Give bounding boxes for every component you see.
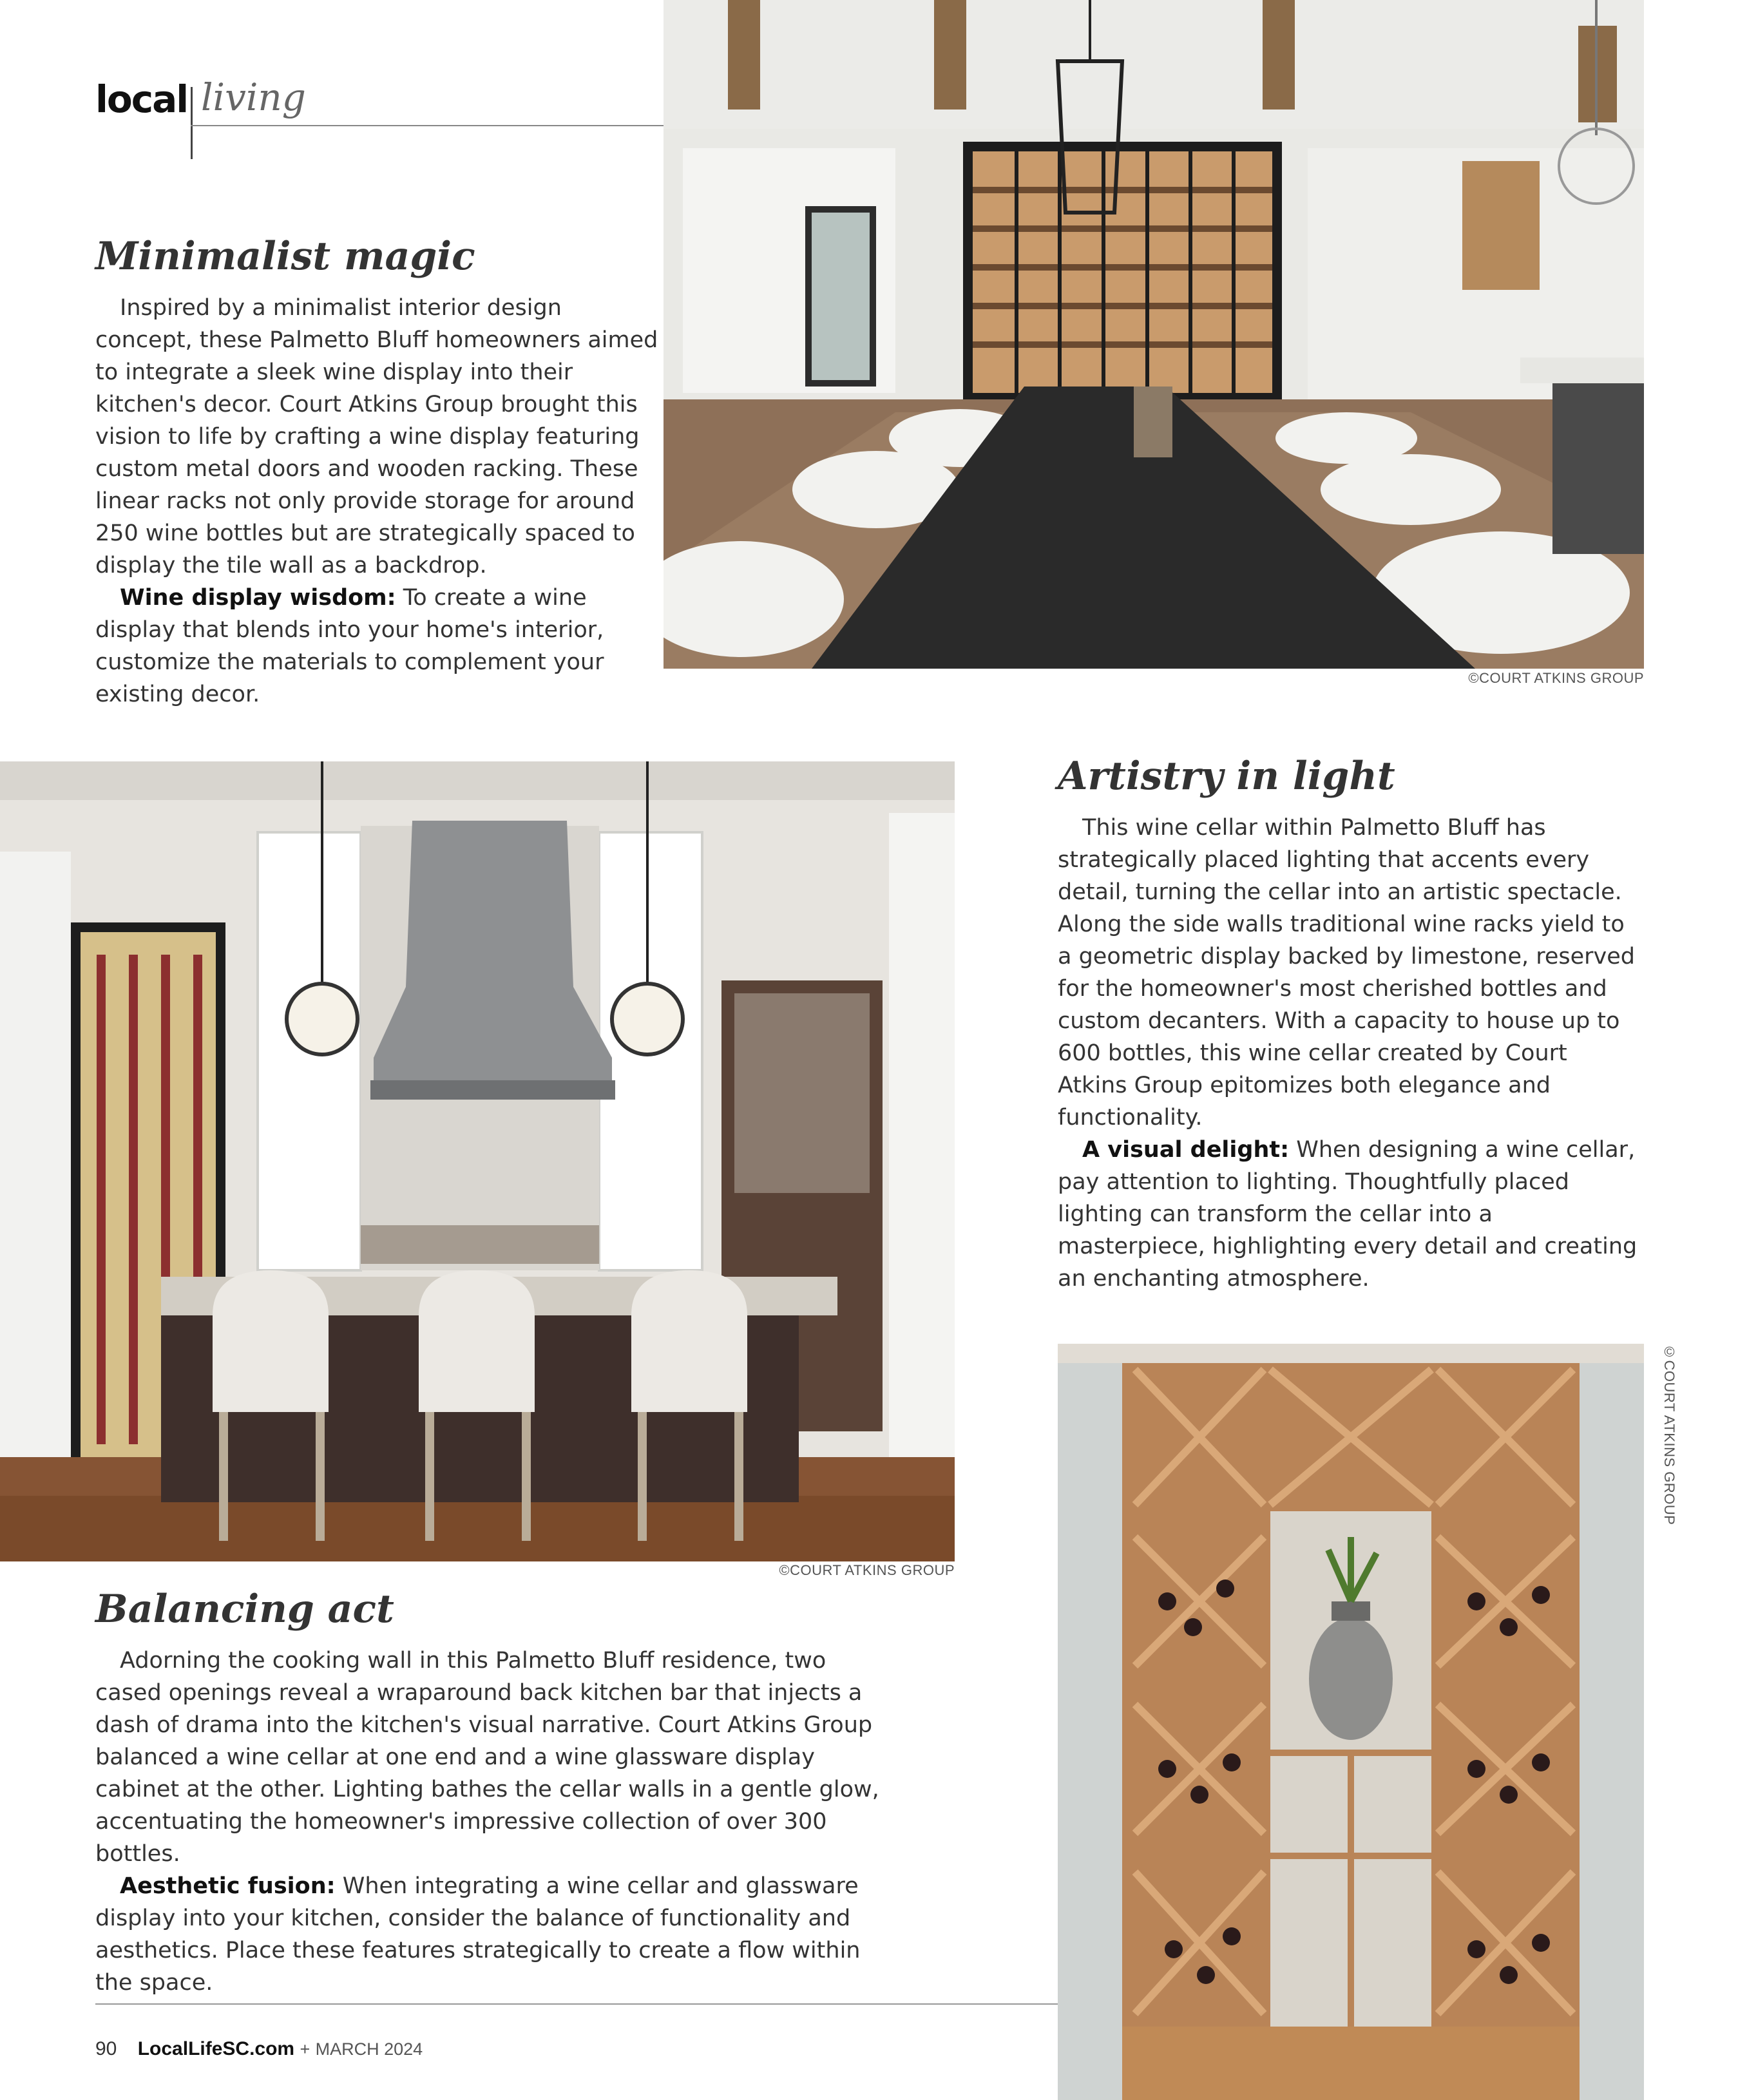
section-title: Minimalist magic (95, 234, 475, 279)
body-paragraph: Adorning the cooking wall in this Palmetto Bluff residence, two cased openings reveal a wraparound back kitchen bar that injects a dash of drama into the kitchen's visual narrative. Court Atkins Group balanced a wine cellar at one end and a wine glassware display cabinet at the other. Lighting bathes the cellar walls in a gentle glow, accentuating the homeowner's impressive collection of over 300 bottles. (95, 1648, 879, 1867)
wine-cellar-illustration (1058, 1344, 1644, 2100)
tip-text: When designing a wine cellar, pay attention to lighting. Thoughtfully placed lighting can transform the cellar into a masterpiece, highlighting every detail and creating an enchanting atmosphere. (1058, 1137, 1638, 1292)
photo-wine-cellar (1058, 1344, 1644, 2100)
tip-paragraph (95, 1870, 894, 1999)
issue-date: MARCH 2024 (315, 2039, 423, 2059)
footer-rule (95, 2003, 1058, 2005)
section-body (1058, 812, 1638, 1295)
section-balancing (95, 1588, 894, 1999)
photo-credit: ©COURT ATKINS GROUP (779, 1562, 955, 1578)
dining-room-illustration (664, 0, 1644, 669)
photo-kitchen (0, 761, 955, 1561)
footer-separator: + (300, 2039, 310, 2059)
body-paragraph: Inspired by a minimalist interior design concept, these Palmetto Bluff homeowners aimed to integrate a sleek wine display into their kitchen's decor. Court Atkins Group brought this vision to life by crafting a wine display featuring custom metal doors and wooden racking. These linear racks not only provide storage for around 250 wine bottles but are strategically spaced to display the tile wall as a backdrop. (95, 295, 658, 578)
section-minimalist (95, 235, 662, 711)
section-title: Artistry in light (1058, 754, 1395, 799)
brand-living: living (201, 75, 306, 119)
section-body (95, 1645, 894, 1999)
photo-dining-wine-wall (664, 0, 1644, 669)
header-rule (191, 125, 664, 126)
tip-paragraph (95, 582, 662, 711)
section-title: Balancing act (95, 1587, 394, 1632)
section-body (95, 292, 662, 711)
page-number: 90 (95, 2038, 117, 2059)
section-artistry (1058, 755, 1638, 1295)
brand-local: local (95, 77, 188, 121)
photo-credit: ©COURT ATKINS GROUP (1468, 670, 1644, 686)
tip-text: To create a wine display that blends into your home's interior, customize the materials to complement your existing decor. (95, 585, 604, 707)
tip-label: A visual delight: (1082, 1137, 1290, 1163)
brand-divider (191, 87, 193, 159)
tip-label: Aesthetic fusion: (120, 1873, 336, 1899)
footer (95, 2038, 423, 2060)
kitchen-illustration (0, 761, 955, 1561)
tip-label: Wine display wisdom: (120, 585, 396, 611)
site-name: LocalLifeSC.com (137, 2038, 295, 2059)
tip-text: When integrating a wine cellar and glassware display into your kitchen, consider the balance of functionality and aesthetics. Place these features strategically to create a flow within the space. (95, 1873, 861, 1996)
body-paragraph: This wine cellar within Palmetto Bluff has strategically placed lighting that accents every detail, turning the cellar into an artistic spectacle. Along the side walls traditional wine racks yield to a geometric display backed by limestone, reserved for the homeowner's most cherished bottles and custom decanters. With a capacity to house up to 600 bottles, this wine cellar created by Court Atkins Group epitomizes both elegance and functionality. (1058, 815, 1636, 1131)
tip-paragraph (1058, 1134, 1638, 1295)
photo-credit: ©COURT ATKINS GROUP (1661, 1344, 1677, 1525)
